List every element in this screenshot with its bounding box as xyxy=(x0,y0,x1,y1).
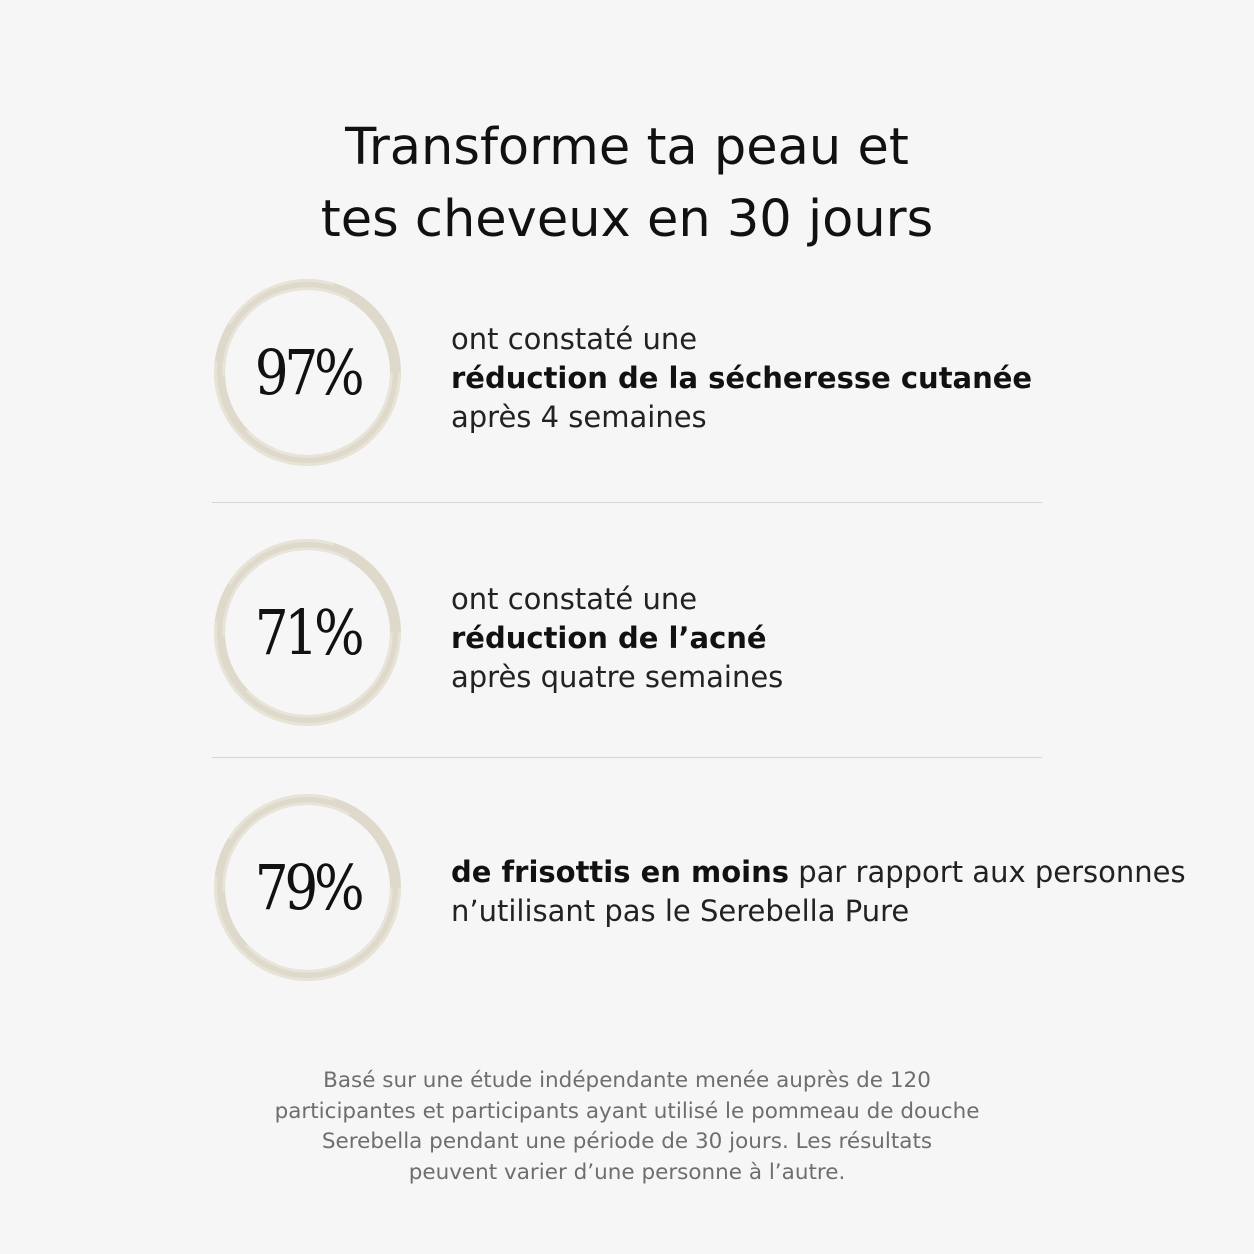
page-title xyxy=(0,112,1254,256)
divider-1 xyxy=(212,502,1042,503)
stat-value: 71% xyxy=(254,596,361,669)
footnote-line-1: Basé sur une étude indépendante menée auprès de 120 xyxy=(323,1068,931,1093)
stat-highlight: réduction de la sécheresse cutanée xyxy=(451,361,1033,395)
stat-value: 79% xyxy=(254,851,361,924)
stat-ring xyxy=(205,785,410,990)
stat-value: 97% xyxy=(254,336,361,409)
stat-highlight: de frisottis en moins xyxy=(451,855,789,889)
stat-line-1: ont constaté une xyxy=(451,322,698,356)
stat-line-3: après quatre semaines xyxy=(451,660,784,694)
footnote xyxy=(0,1066,1254,1188)
stat-line-2: n’utilisant pas le Serebella Pure xyxy=(451,894,910,928)
stat-ring xyxy=(205,530,410,735)
footnote-line-2: participantes et participants ayant utilisé le pommeau de douche xyxy=(274,1098,980,1124)
footnote-line-3: Serebella pendant une période de 30 jours. Les résultats xyxy=(321,1129,933,1154)
stat-description xyxy=(451,580,783,697)
divider-2 xyxy=(212,757,1042,758)
stat-line-1-rest: par rapport aux personnes xyxy=(789,855,1186,889)
stat-ring xyxy=(205,270,410,475)
title-line-1: Transforme ta peau et xyxy=(345,118,909,178)
footnote-line-4: peuvent varier d’une personne à l’autre. xyxy=(408,1159,846,1185)
stat-description xyxy=(451,853,1186,931)
stat-description xyxy=(451,320,1032,437)
stat-line-1: ont constaté une xyxy=(451,582,698,616)
stat-line-3: après 4 semaines xyxy=(451,400,707,434)
stat-highlight: réduction de l’acné xyxy=(451,621,767,655)
title-line-2: tes cheveux en 30 jours xyxy=(320,190,934,250)
